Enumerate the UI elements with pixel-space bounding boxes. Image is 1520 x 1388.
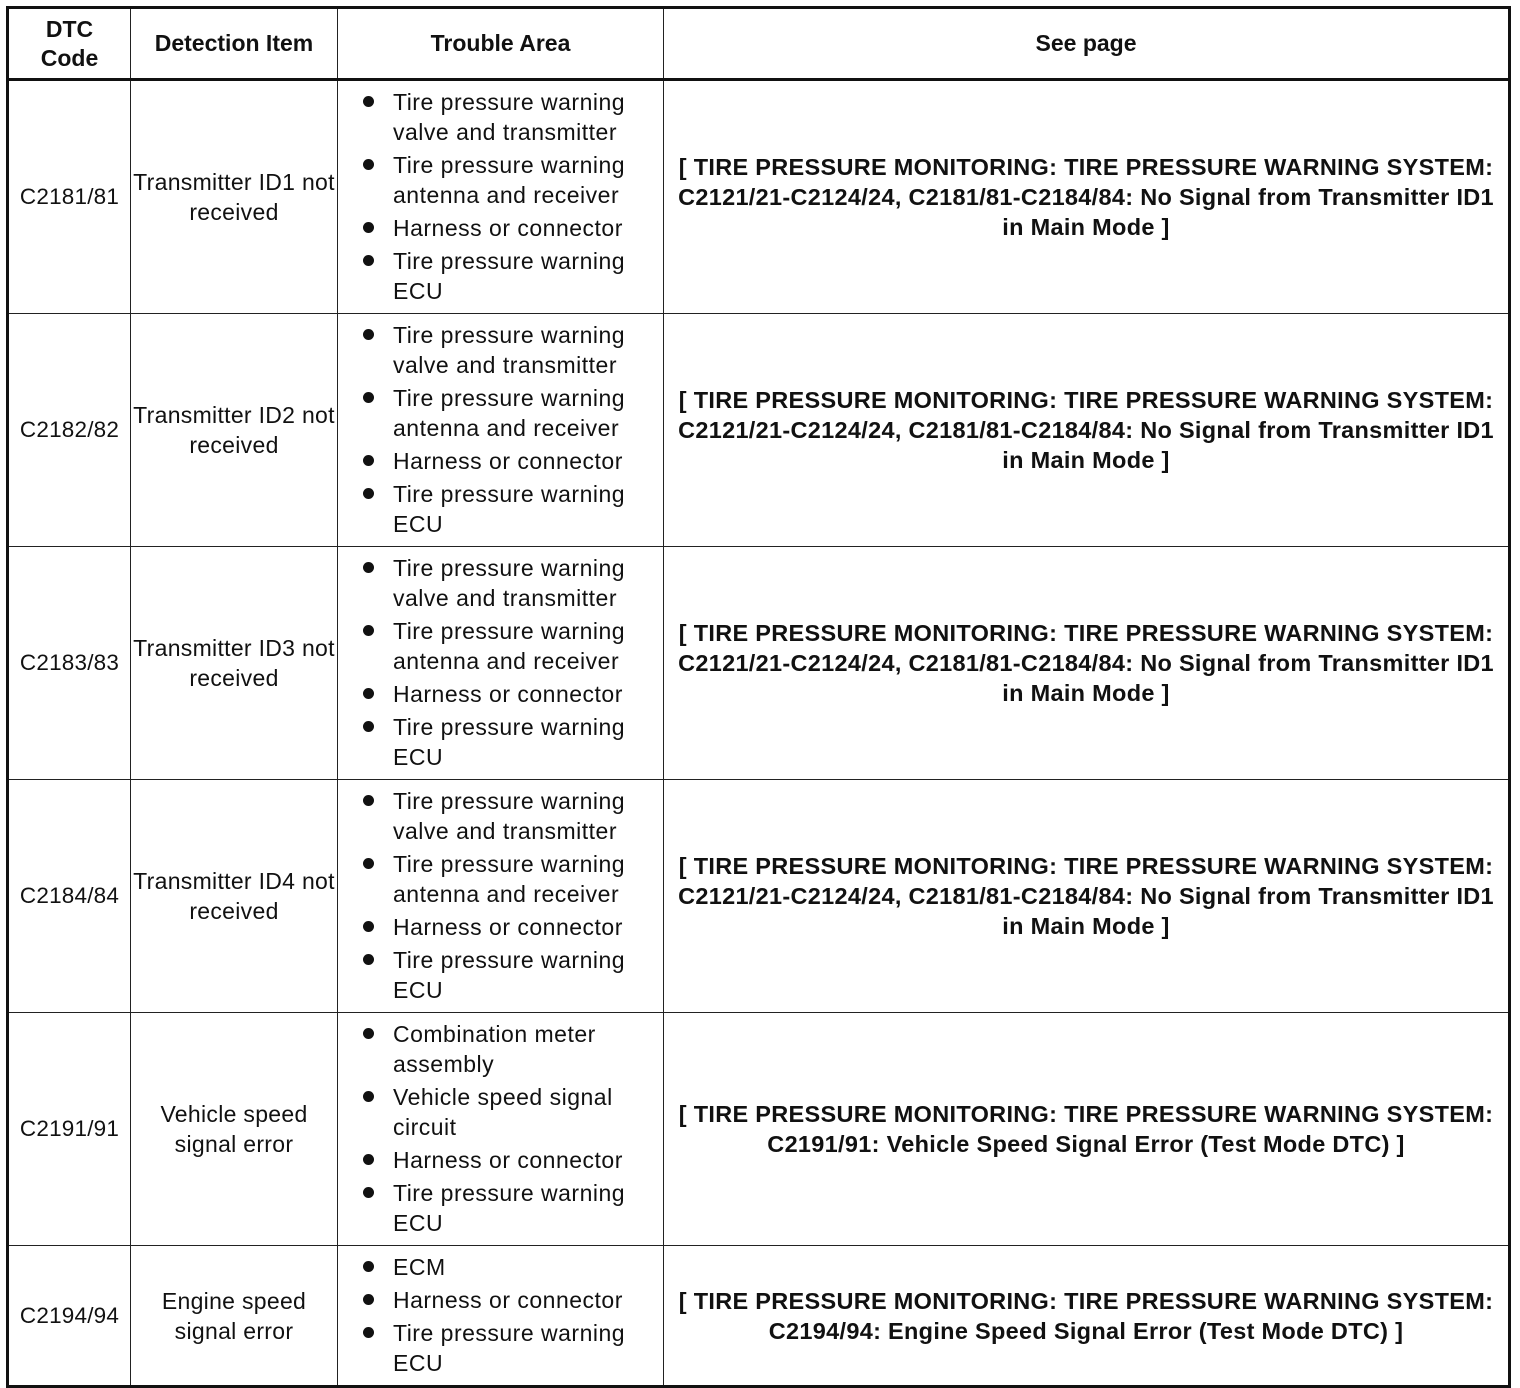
detection-item-cell: Vehicle speed signal error (131, 1013, 338, 1246)
trouble-area-item (338, 553, 663, 613)
header-dtc-code: DTC Code (8, 8, 131, 80)
see-page-cell: [ TIRE PRESSURE MONITORING: TIRE PRESSURE WARNING SYSTEM: C2121/21-C2124/24, C2181/81-C2184/84: No Signal from Transmitter ID1 in Main Mode ] (664, 547, 1510, 780)
trouble-area-item (338, 446, 663, 476)
see-page-cell: [ TIRE PRESSURE MONITORING: TIRE PRESSURE WARNING SYSTEM: C2191/91: Vehicle Speed Signal Error (Test Mode DTC) ] (664, 1013, 1510, 1246)
detection-item-cell: Transmitter ID2 not received (131, 314, 338, 547)
trouble-area-text: Harness or connector (393, 1287, 623, 1313)
trouble-area-text: Tire pressure warning valve and transmitter (393, 322, 626, 378)
header-trouble-area: Trouble Area (338, 8, 664, 80)
trouble-area-item (338, 1285, 663, 1315)
trouble-area-item (338, 1318, 663, 1378)
trouble-area-text: Tire pressure warning ECU (393, 947, 626, 1003)
see-page-cell: [ TIRE PRESSURE MONITORING: TIRE PRESSURE WARNING SYSTEM: C2194/94: Engine Speed Signal Error (Test Mode DTC) ] (664, 1246, 1510, 1387)
trouble-area-item (338, 849, 663, 909)
bullet-icon (363, 329, 374, 340)
dtc-code-cell: C2182/82 (8, 314, 131, 547)
bullet-icon (363, 455, 374, 466)
trouble-area-item (338, 1252, 663, 1282)
bullet-icon (363, 858, 374, 869)
table-row-c2181 (8, 80, 1510, 314)
bullet-icon (363, 954, 374, 965)
bullet-icon (363, 1154, 374, 1165)
table-body (8, 80, 1510, 1387)
header-row (8, 8, 1510, 80)
trouble-area-item (338, 712, 663, 772)
dtc-code-cell: C2191/91 (8, 1013, 131, 1246)
trouble-area-item (338, 150, 663, 210)
bullet-icon (363, 1261, 374, 1272)
trouble-area-text: Combination meter assembly (393, 1021, 596, 1077)
dtc-code-cell: C2184/84 (8, 780, 131, 1013)
trouble-area-text: Harness or connector (393, 215, 623, 241)
trouble-area-cell (338, 314, 664, 547)
trouble-area-item (338, 912, 663, 942)
trouble-area-item (338, 1082, 663, 1142)
trouble-area-item (338, 679, 663, 709)
trouble-area-text: Tire pressure warning valve and transmitter (393, 89, 626, 145)
bullet-icon (363, 96, 374, 107)
trouble-area-cell (338, 547, 664, 780)
trouble-area-text: Tire pressure warning ECU (393, 714, 626, 770)
trouble-area-text: Tire pressure warning antenna and receiver (393, 851, 626, 907)
dtc-code-cell: C2183/83 (8, 547, 131, 780)
detection-item-cell: Transmitter ID3 not received (131, 547, 338, 780)
trouble-area-text: Tire pressure warning valve and transmitter (393, 555, 626, 611)
bullet-icon (363, 1091, 374, 1102)
trouble-area-text: Harness or connector (393, 448, 623, 474)
table-header (8, 8, 1510, 80)
bullet-icon (363, 159, 374, 170)
bullet-icon (363, 721, 374, 732)
trouble-area-item (338, 1178, 663, 1238)
trouble-area-cell (338, 80, 664, 314)
trouble-area-cell (338, 780, 664, 1013)
trouble-area-item (338, 945, 663, 1005)
table-row-c2194 (8, 1246, 1510, 1387)
trouble-area-text: Harness or connector (393, 914, 623, 940)
detection-item-cell: Transmitter ID1 not received (131, 80, 338, 314)
trouble-area-item (338, 87, 663, 147)
bullet-icon (363, 688, 374, 699)
trouble-area-list (338, 547, 663, 779)
trouble-area-text: Tire pressure warning antenna and receiver (393, 385, 626, 441)
trouble-area-cell (338, 1013, 664, 1246)
bullet-icon (363, 392, 374, 403)
detection-item-cell: Transmitter ID4 not received (131, 780, 338, 1013)
trouble-area-text: Tire pressure warning ECU (393, 248, 626, 304)
bullet-icon (363, 562, 374, 573)
see-page-cell: [ TIRE PRESSURE MONITORING: TIRE PRESSURE WARNING SYSTEM: C2121/21-C2124/24, C2181/81-C2184/84: No Signal from Transmitter ID1 in Main Mode ] (664, 780, 1510, 1013)
bullet-icon (363, 795, 374, 806)
bullet-icon (363, 1327, 374, 1338)
trouble-area-item (338, 616, 663, 676)
bullet-icon (363, 921, 374, 932)
trouble-area-item (338, 786, 663, 846)
trouble-area-text: Tire pressure warning antenna and receiver (393, 152, 626, 208)
bullet-icon (363, 625, 374, 636)
trouble-area-text: Harness or connector (393, 1147, 623, 1173)
trouble-area-list (338, 780, 663, 1012)
table-row-c2191 (8, 1013, 1510, 1246)
trouble-area-text: Tire pressure warning ECU (393, 481, 626, 537)
table-row-c2184 (8, 780, 1510, 1013)
bullet-icon (363, 1028, 374, 1039)
header-see-page: See page (664, 8, 1510, 80)
trouble-area-text: ECM (393, 1254, 446, 1280)
trouble-area-cell (338, 1246, 664, 1387)
table-row-c2183 (8, 547, 1510, 780)
trouble-area-item (338, 320, 663, 380)
trouble-area-text: Tire pressure warning ECU (393, 1180, 626, 1236)
bullet-icon (363, 222, 374, 233)
trouble-area-item (338, 1019, 663, 1079)
bullet-icon (363, 488, 374, 499)
table-row-c2182 (8, 314, 1510, 547)
dtc-table (6, 6, 1511, 1388)
dtc-code-cell: C2181/81 (8, 80, 131, 314)
see-page-cell: [ TIRE PRESSURE MONITORING: TIRE PRESSURE WARNING SYSTEM: C2121/21-C2124/24, C2181/81-C2184/84: No Signal from Transmitter ID1 in Main Mode ] (664, 80, 1510, 314)
header-detection-item: Detection Item (131, 8, 338, 80)
trouble-area-text: Tire pressure warning valve and transmitter (393, 788, 626, 844)
trouble-area-item (338, 246, 663, 306)
bullet-icon (363, 1187, 374, 1198)
detection-item-cell: Engine speed signal error (131, 1246, 338, 1387)
dtc-code-cell: C2194/94 (8, 1246, 131, 1387)
trouble-area-item (338, 1145, 663, 1175)
trouble-area-list (338, 1246, 663, 1385)
trouble-area-text: Harness or connector (393, 681, 623, 707)
trouble-area-text: Tire pressure warning antenna and receiver (393, 618, 626, 674)
trouble-area-list (338, 314, 663, 546)
see-page-cell: [ TIRE PRESSURE MONITORING: TIRE PRESSURE WARNING SYSTEM: C2121/21-C2124/24, C2181/81-C2184/84: No Signal from Transmitter ID1 in Main Mode ] (664, 314, 1510, 547)
trouble-area-item (338, 479, 663, 539)
trouble-area-item (338, 383, 663, 443)
trouble-area-list (338, 81, 663, 313)
bullet-icon (363, 1294, 374, 1305)
trouble-area-item (338, 213, 663, 243)
bullet-icon (363, 255, 374, 266)
trouble-area-text: Tire pressure warning ECU (393, 1320, 626, 1376)
trouble-area-list (338, 1013, 663, 1245)
trouble-area-text: Vehicle speed signal circuit (393, 1084, 613, 1140)
